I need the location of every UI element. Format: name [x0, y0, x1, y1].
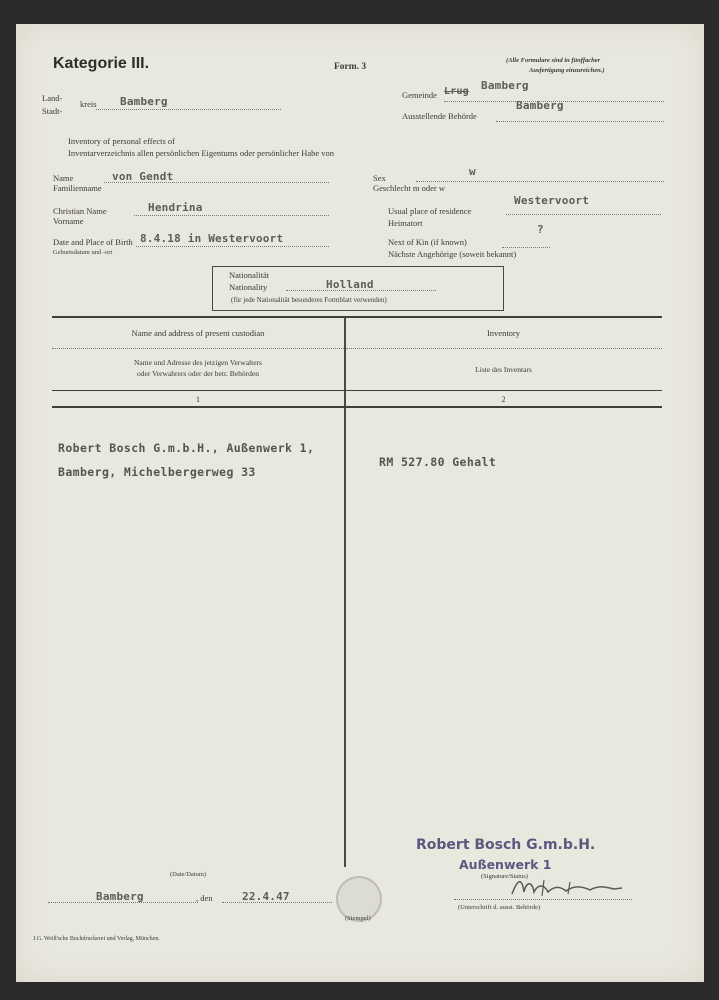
nationality-label-de: Nationalität — [229, 270, 270, 280]
col1-header-de2: oder Verwahrers oder der betr. Behörden — [137, 369, 259, 378]
kreis-label: kreis — [80, 99, 97, 109]
gemeinde-value: Bamberg — [481, 79, 529, 92]
intro-de: Inventarverzeichnis allen persönlichen Eigentums oder persönlicher Habe von — [68, 148, 334, 158]
place-value: Bamberg — [96, 890, 144, 903]
behoerde-label: Ausstellende Behörde — [402, 111, 477, 121]
company-stamp-line-2: Außenwerk 1 — [459, 857, 552, 872]
christian-label-de: Vorname — [53, 216, 84, 226]
nationality-label-en: Nationality — [229, 282, 268, 292]
copies-note-line2: Ausfertigung einzureichen.) — [529, 67, 605, 74]
category-title: Kategorie III. — [53, 55, 150, 72]
custodian-line-2: Bamberg, Michelbergerweg 33 — [58, 465, 256, 479]
table-body-rule — [52, 406, 662, 408]
header-mid-line-1 — [52, 348, 344, 349]
signature-status-label: (Signature/Status) — [481, 873, 528, 880]
col2-header-de: Liste des Inventars — [475, 365, 532, 374]
printer-imprint: J.G. Weiß'sche Buchdruckerei und Verlag, München. — [33, 936, 160, 942]
col2-number: 2 — [501, 395, 506, 404]
behoerde-line — [496, 121, 664, 122]
col1-number: 1 — [196, 395, 200, 404]
birth-line — [136, 246, 329, 247]
christian-line — [134, 215, 329, 216]
residence-value: Westervoort — [514, 194, 590, 207]
inventory-entry: RM 527.80 Gehalt — [379, 455, 497, 469]
copies-note-line1: (Alle Formulare sind in fünffacher — [506, 57, 601, 64]
place-line — [48, 902, 198, 903]
custodian-line-1: Robert Bosch G.m.b.H., Außenwerk 1, — [58, 441, 315, 455]
date-label: (Date/Datum) — [170, 871, 207, 878]
kin-label-en: Next of Kin (if known) — [388, 237, 467, 247]
nationality-value: Holland — [326, 278, 374, 291]
nationality-note: (für jede Nationalität besonderes Formblatt verwenden) — [231, 296, 387, 304]
gemeinde-struck: Lrug — [444, 86, 469, 97]
intro-en: Inventory of personal effects of — [68, 136, 175, 146]
col2-header-en: Inventory — [486, 328, 521, 338]
nationality-line — [286, 290, 436, 291]
col1-header-en: Name and address of present custodian — [131, 328, 265, 338]
residence-label-en: Usual place of residence — [388, 206, 472, 216]
residence-line — [506, 214, 661, 215]
den-label: , den — [196, 893, 213, 903]
form-number: Form. 3 — [334, 62, 367, 72]
sex-label-de: Geschlecht m oder w — [373, 183, 445, 193]
sex-line — [416, 181, 664, 182]
name-line — [104, 182, 329, 183]
birth-value: 8.4.18 in Westervoort — [140, 232, 284, 245]
form-sheet — [16, 24, 704, 982]
birth-label-de: Geburtsdatum und -ort — [53, 249, 113, 256]
kin-line — [502, 247, 550, 248]
table-header-rule — [52, 390, 662, 391]
district-line — [96, 109, 281, 110]
name-label-en: Name — [53, 173, 74, 183]
district-value: Bamberg — [120, 95, 168, 108]
stadt-label: Stadt- — [42, 106, 63, 116]
land-label: Land- — [42, 93, 63, 103]
gemeinde-label: Gemeinde — [402, 90, 437, 100]
stempel-label: (Stempel) — [345, 915, 371, 922]
name-value: von Gendt — [112, 170, 174, 183]
behoerde-value: Bamberg — [516, 99, 564, 112]
birth-label-en: Date and Place of Birth — [53, 237, 133, 247]
unterschrift-label: (Unterschrift d. ausst. Behörde) — [458, 904, 541, 911]
company-stamp-line-1: Robert Bosch G.m.b.H. — [416, 837, 596, 853]
kin-value: ? — [537, 223, 544, 236]
table-top-rule — [52, 316, 662, 318]
kin-label-de: Nächste Angehörige (soweit bekannt) — [388, 249, 517, 259]
christian-value: Hendrina — [148, 201, 203, 214]
residence-label-de: Heimatort — [388, 218, 423, 228]
handwritten-signature — [508, 872, 628, 902]
header-mid-line-2 — [346, 348, 662, 349]
signature-line — [454, 899, 632, 900]
sex-value: w — [469, 165, 476, 178]
date-value: 22.4.47 — [242, 890, 290, 903]
christian-label-en: Christian Name — [53, 206, 107, 216]
name-label-de: Familienname — [53, 183, 102, 193]
date-line — [222, 902, 332, 903]
sex-label: Sex — [373, 173, 386, 183]
col1-header-de1: Name und Adresse des jetzigen Verwalters — [134, 358, 262, 367]
